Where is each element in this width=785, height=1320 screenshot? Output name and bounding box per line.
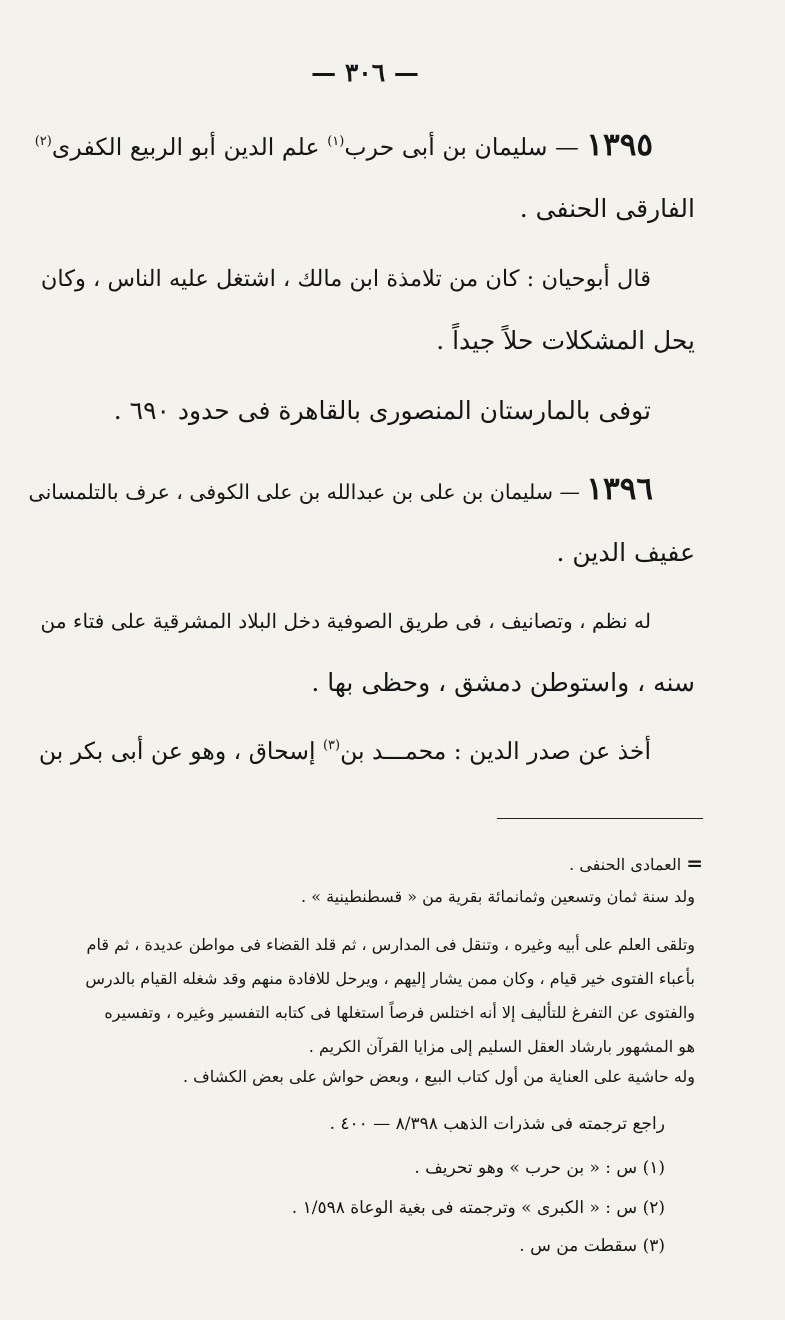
entry-name-part: — سليمان بن أبى حرب bbox=[344, 133, 587, 161]
entry-name-part: علم الدين أبو الربيع الكفرى bbox=[51, 133, 328, 161]
footnote-note-3: (٣) سقطت من س . bbox=[519, 1236, 665, 1256]
entry-1395-paragraph-line: قال أبوحيان : كان من تلامذة ابن مالك ، اشتغل عليه الناس ، وكان bbox=[40, 266, 651, 292]
footnote-note-2: (٢) س : « الكبرى » وترجمته فى بغية الوعاة ١/٥٩٨ . bbox=[291, 1198, 665, 1218]
footnote-ref[interactable]: (٣) bbox=[322, 738, 341, 753]
text-part: أخذ عن صدر الدين : محمـــد بن bbox=[340, 737, 651, 765]
footnote-reference-line: راجع ترجمته فى شذرات الذهب ٨/٣٩٨ — ٤٠٠ . bbox=[329, 1114, 665, 1134]
footnote-continuation-line bbox=[569, 852, 703, 876]
footnote-continuation-line: وله حاشية على العناية من أول كتاب البيع ، وبعض حواش على بعض الكشاف . bbox=[182, 1067, 695, 1086]
footnote-continuation-line: وتلقى العلم على أبيه وغيره ، وتنقل فى المدارس ، ثم قلد القضاء فى مواطن عديدة ، ثم قام bbox=[86, 935, 695, 954]
footnote-continuation-line: بأعباء الفتوى خير قيام ، وكان ممن يشار إليهم ، ويرحل للافادة منهم وقد شغله القيام بالدرس bbox=[85, 969, 695, 988]
entry-number: ١٣٩٥ bbox=[586, 127, 653, 163]
entry-1395-heading bbox=[35, 128, 653, 164]
footnote-ref[interactable]: (٢) bbox=[34, 134, 52, 149]
text-part: إسحاق ، وهو عن أبى بكر بن bbox=[38, 737, 323, 765]
entry-1396-teacher-line bbox=[39, 734, 651, 768]
entry-1396-heading bbox=[29, 472, 653, 509]
footnote-ref[interactable]: (١) bbox=[327, 134, 345, 149]
entry-number: ١٣٩٦ bbox=[586, 471, 653, 507]
entry-name-part: — سليمان بن على بن عبدالله بن على الكوفى ، عرف بالتلمسانى bbox=[28, 480, 587, 504]
page-number: — ٣٠٦ — bbox=[311, 58, 419, 87]
entry-1396-heading-cont: عفيف الدين . bbox=[556, 538, 695, 567]
footnote-note-1: (١) س : « بن حرب » وهو تحريف . bbox=[414, 1158, 665, 1178]
continuation-mark: = bbox=[686, 851, 703, 875]
footnote-text: العمادى الحنفى . bbox=[569, 855, 682, 874]
entry-1395-death-line: توفى بالمارستان المنصورى بالقاهرة فى حدود ٦٩٠ . bbox=[113, 396, 651, 425]
footnote-continuation-line: والفتوى عن التفرغ للتأليف إلا أنه اختلس فرصاً استغلها فى كتابه التفسير وغيره ، وتفسيره bbox=[104, 1003, 695, 1022]
footnote-continuation-line: هو المشهور بارشاد العقل السليم إلى مزايا القرآن الكريم . bbox=[308, 1037, 695, 1056]
entry-1395-paragraph-line: يحل المشكلات حلاً جيداً . bbox=[436, 326, 695, 355]
entry-1395-heading-cont: الفارقى الحنفى . bbox=[519, 194, 695, 223]
footnote-continuation-line: ولد سنة ثمان وتسعين وثمانمائة بقرية من « قسطنطينية » . bbox=[301, 887, 695, 906]
entry-1396-paragraph-line: له نظم ، وتصانيف ، فى طريق الصوفية دخل البلاد المشرقية على فتاء من bbox=[40, 609, 651, 633]
entry-1396-paragraph-line: سنه ، واستوطن دمشق ، وحظى بها . bbox=[311, 668, 695, 697]
footnote-divider bbox=[497, 818, 703, 819]
